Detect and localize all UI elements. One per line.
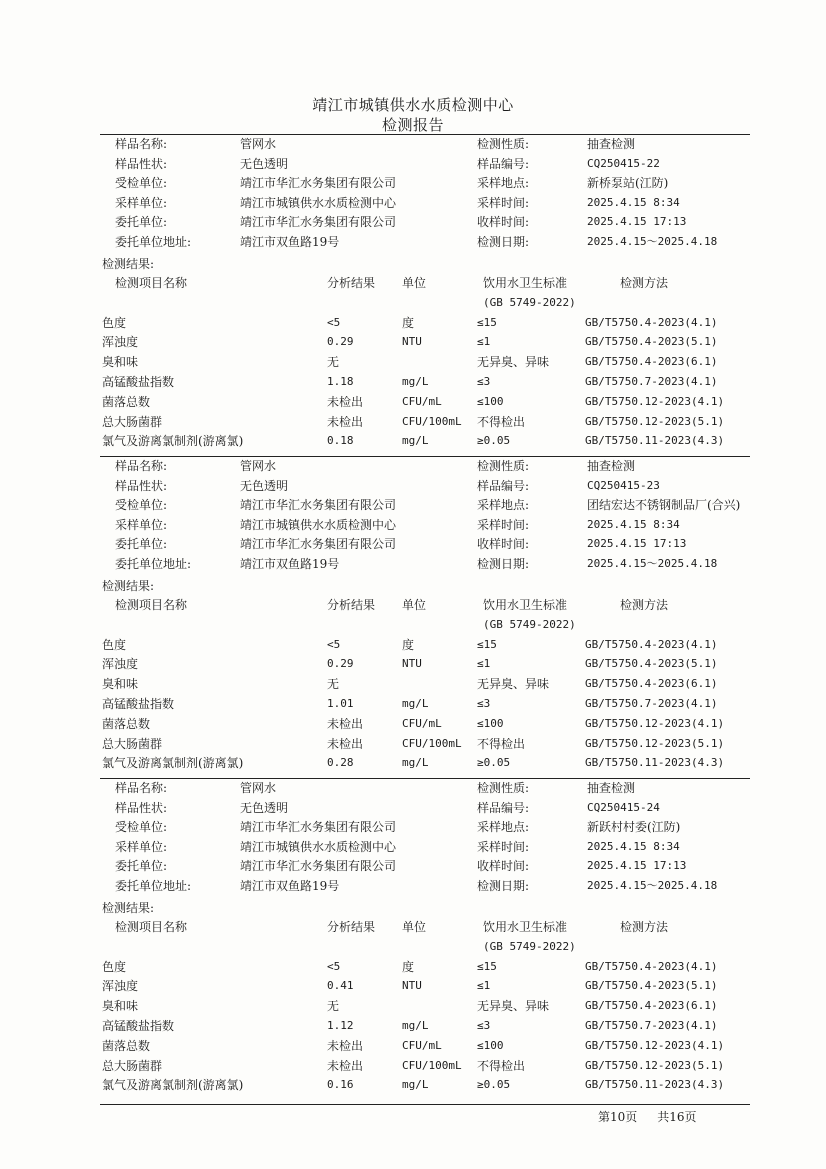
info-value: 靖江市双鱼路19号 <box>240 235 340 249</box>
info-value: CQ250415-22 <box>587 156 660 170</box>
table-row <box>0 638 826 658</box>
info-row <box>0 498 826 518</box>
cell-result: 1.18 <box>327 375 354 388</box>
cell-unit: CFU/mL <box>402 394 442 408</box>
info-value: 管网水 <box>240 137 277 151</box>
info-label: 委托单位: <box>115 215 168 230</box>
info-label: 样品性状: <box>115 800 168 815</box>
info-label: 采样地点: <box>477 820 530 835</box>
cell-result: 0.28 <box>327 756 354 770</box>
cell-method: GB/T5750.4-2023(5.1) <box>585 657 718 671</box>
info-label: 采样地点: <box>477 176 530 191</box>
info-label: 样品编号: <box>477 156 530 171</box>
cell-result: 0.29 <box>327 657 354 671</box>
info-label: 检测日期: <box>477 235 530 249</box>
cell-unit: mg/L <box>402 1078 429 1092</box>
column-header-result: 分析结果 <box>327 919 376 934</box>
cell-unit: 度 <box>402 959 415 974</box>
info-label: 采样单位: <box>115 195 168 210</box>
info-row <box>0 157 826 177</box>
info-label: 委托单位地址: <box>115 879 192 893</box>
info-value: 新桥泵站(江防) <box>587 176 669 191</box>
cell-standard: 无异臭、异味 <box>477 355 550 370</box>
table-row <box>0 1059 826 1079</box>
cell-standard: 不得检出 <box>477 736 526 751</box>
info-value: 靖江市华汇水务集团有限公司 <box>240 498 397 513</box>
info-row <box>0 518 826 538</box>
cell-method: GB/T5750.4-2023(4.1) <box>585 315 718 329</box>
info-label: 样品编号: <box>477 800 530 815</box>
info-value: 靖江市城镇供水水质检测中心 <box>240 517 397 532</box>
cell-standard: ≥0.05 <box>477 756 511 770</box>
info-label: 委托单位地址: <box>115 235 192 249</box>
cell-unit: NTU <box>402 657 422 671</box>
cell-standard: ≤15 <box>477 315 497 329</box>
info-label: 样品性状: <box>115 156 168 171</box>
info-label: 收样时间: <box>477 859 530 874</box>
info-label: 样品名称: <box>115 137 168 151</box>
column-header-standard: 饮用水卫生标准 <box>483 597 568 612</box>
info-row <box>0 820 826 840</box>
cell-item: 菌落总数 <box>102 1038 151 1053</box>
info-label: 受检单位: <box>115 820 168 835</box>
table-row <box>0 335 826 355</box>
column-header-result: 分析结果 <box>327 597 376 612</box>
column-header-unit: 单位 <box>402 597 427 612</box>
info-label: 采样单位: <box>115 839 168 854</box>
column-header-unit: 单位 <box>402 919 427 934</box>
results-label: 检测结果: <box>102 256 155 271</box>
cell-item: 色度 <box>102 315 127 330</box>
info-label: 委托单位: <box>115 537 168 552</box>
info-label: 样品编号: <box>477 478 530 493</box>
info-label: 样品名称: <box>115 459 168 473</box>
cell-standard: ≤15 <box>477 959 497 973</box>
column-header-item: 检测项目名称 <box>115 919 188 934</box>
info-value: 2025.4.15 17:13 <box>587 215 687 229</box>
cell-method: GB/T5750.12-2023(4.1) <box>585 1038 725 1052</box>
info-value: 2025.4.15～2025.4.18 <box>587 557 718 570</box>
info-row <box>0 235 826 255</box>
table-row <box>0 1019 826 1039</box>
cell-method: GB/T5750.4-2023(5.1) <box>585 979 718 993</box>
info-value: 2025.4.15～2025.4.18 <box>587 879 718 892</box>
info-value: 抽查检测 <box>587 781 636 795</box>
cell-method: GB/T5750.4-2023(6.1) <box>585 355 718 369</box>
cell-unit: NTU <box>402 335 422 349</box>
cell-unit: 度 <box>402 315 415 330</box>
info-label: 采样地点: <box>477 498 530 513</box>
cell-result: 0.29 <box>327 335 354 349</box>
cell-unit: NTU <box>402 979 422 993</box>
page-number: 第10页 <box>598 1110 638 1124</box>
info-value: 无色透明 <box>240 800 289 815</box>
cell-standard: ≤1 <box>477 979 491 993</box>
table-row <box>0 717 826 737</box>
results-label: 检测结果: <box>102 578 155 593</box>
info-value: 2025.4.15 8:34 <box>587 839 680 853</box>
info-label: 检测日期: <box>477 879 530 893</box>
column-header-item: 检测项目名称 <box>115 275 188 290</box>
table-row <box>0 756 826 776</box>
cell-item: 浑浊度 <box>102 335 139 350</box>
cell-result: 未检出 <box>327 394 364 409</box>
info-label: 收样时间: <box>477 215 530 230</box>
cell-standard: 无异臭、异味 <box>477 677 550 692</box>
info-value: 靖江市双鱼路19号 <box>240 879 340 893</box>
info-label: 采样单位: <box>115 517 168 532</box>
cell-result: 无 <box>327 355 340 370</box>
section-divider <box>100 456 750 457</box>
cell-item: 菌落总数 <box>102 394 151 409</box>
cell-unit: CFU/mL <box>402 716 442 730</box>
cell-unit: mg/L <box>402 756 429 770</box>
column-header-standard: 饮用水卫生标准 <box>483 919 568 934</box>
info-value: CQ250415-24 <box>587 800 660 814</box>
column-header-method: 检测方法 <box>620 919 669 934</box>
info-value: 2025.4.15 8:34 <box>587 195 680 209</box>
cell-result: 未检出 <box>327 414 364 429</box>
cell-method: GB/T5750.7-2023(4.1) <box>585 375 718 388</box>
table-row <box>0 395 826 415</box>
cell-standard: ≤1 <box>477 657 491 671</box>
info-row <box>0 537 826 557</box>
column-header-item: 检测项目名称 <box>115 597 188 612</box>
info-value: 新跃村村委(江防) <box>587 820 681 835</box>
cell-method: GB/T5750.4-2023(6.1) <box>585 999 718 1013</box>
cell-result: 0.16 <box>327 1078 354 1092</box>
cell-unit: mg/L <box>402 1019 429 1032</box>
cell-item: 色度 <box>102 637 127 652</box>
cell-standard: ≤15 <box>477 637 497 651</box>
info-label: 检测日期: <box>477 557 530 571</box>
results-label: 检测结果: <box>102 900 155 915</box>
cell-standard: ≤100 <box>477 394 504 408</box>
cell-method: GB/T5750.12-2023(4.1) <box>585 716 725 730</box>
info-value: 2025.4.15～2025.4.18 <box>587 235 718 248</box>
cell-standard: 不得检出 <box>477 1058 526 1073</box>
column-header-standard-code: (GB 5749-2022) <box>483 617 576 631</box>
cell-method: GB/T5750.12-2023(4.1) <box>585 394 725 408</box>
cell-result: 1.12 <box>327 1019 354 1032</box>
cell-standard: ≤3 <box>477 697 491 710</box>
info-value: 靖江市华汇水务集团有限公司 <box>240 820 397 835</box>
table-row <box>0 355 826 375</box>
cell-unit: mg/L <box>402 434 429 448</box>
info-row <box>0 879 826 899</box>
cell-method: GB/T5750.12-2023(5.1) <box>585 414 725 428</box>
info-row <box>0 196 826 216</box>
page-total: 共16页 <box>657 1110 697 1124</box>
cell-unit: CFU/mL <box>402 1038 442 1052</box>
table-row <box>0 999 826 1019</box>
cell-standard: ≤3 <box>477 375 491 388</box>
table-row <box>0 697 826 717</box>
table-row <box>0 979 826 999</box>
info-row <box>0 840 826 860</box>
cell-item: 臭和味 <box>102 355 139 370</box>
cell-result: 无 <box>327 999 340 1014</box>
cell-method: GB/T5750.11-2023(4.3) <box>585 434 725 448</box>
cell-item: 菌落总数 <box>102 716 151 731</box>
info-value: CQ250415-23 <box>587 478 660 492</box>
info-value: 2025.4.15 17:13 <box>587 859 687 873</box>
info-label: 采样时间: <box>477 195 530 210</box>
info-row <box>0 801 826 821</box>
section-divider <box>100 134 750 135</box>
cell-unit: mg/L <box>402 697 429 710</box>
column-header-standard: 饮用水卫生标准 <box>483 275 568 290</box>
column-header-result: 分析结果 <box>327 275 376 290</box>
info-row <box>0 479 826 499</box>
cell-method: GB/T5750.11-2023(4.3) <box>585 756 725 770</box>
cell-method: GB/T5750.7-2023(4.1) <box>585 697 718 710</box>
table-row <box>0 415 826 435</box>
cell-unit: CFU/100mL <box>402 1058 462 1072</box>
cell-standard: ≤1 <box>477 335 491 349</box>
info-value: 抽查检测 <box>587 459 636 473</box>
info-value: 靖江市城镇供水水质检测中心 <box>240 195 397 210</box>
table-row <box>0 677 826 697</box>
cell-method: GB/T5750.4-2023(6.1) <box>585 677 718 691</box>
cell-method: GB/T5750.11-2023(4.3) <box>585 1078 725 1092</box>
cell-result: 未检出 <box>327 736 364 751</box>
info-value: 靖江市华汇水务集团有限公司 <box>240 859 397 874</box>
cell-method: GB/T5750.4-2023(4.1) <box>585 959 718 973</box>
cell-item: 高锰酸盐指数 <box>102 697 175 711</box>
cell-item: 氯气及游离氯制剂(游离氯) <box>102 756 244 771</box>
cell-result: <5 <box>327 637 341 651</box>
cell-item: 氯气及游离氯制剂(游离氯) <box>102 434 244 449</box>
cell-method: GB/T5750.12-2023(5.1) <box>585 736 725 750</box>
info-row <box>0 859 826 879</box>
cell-item: 高锰酸盐指数 <box>102 1019 175 1033</box>
cell-item: 臭和味 <box>102 999 139 1014</box>
cell-result: 未检出 <box>327 1058 364 1073</box>
cell-result: 未检出 <box>327 1038 364 1053</box>
page-title: 靖江市城镇供水水质检测中心 <box>312 96 514 114</box>
column-header-method: 检测方法 <box>620 597 669 612</box>
info-label: 样品性状: <box>115 478 168 493</box>
info-row <box>0 215 826 235</box>
cell-item: 臭和味 <box>102 677 139 692</box>
page-subtitle: 检测报告 <box>381 116 444 134</box>
table-row <box>0 316 826 336</box>
cell-result: 0.41 <box>327 979 354 993</box>
info-value: 2025.4.15 17:13 <box>587 537 687 551</box>
info-value: 管网水 <box>240 459 277 473</box>
cell-unit: mg/L <box>402 375 429 388</box>
column-header-method: 检测方法 <box>620 275 669 290</box>
column-header-unit: 单位 <box>402 275 427 290</box>
info-value: 管网水 <box>240 781 277 795</box>
info-row <box>0 176 826 196</box>
cell-result: 无 <box>327 677 340 692</box>
cell-standard: 不得检出 <box>477 414 526 429</box>
section-divider <box>100 778 750 779</box>
info-value: 靖江市华汇水务集团有限公司 <box>240 537 397 552</box>
cell-standard: ≥0.05 <box>477 1078 511 1092</box>
column-header-standard-code: (GB 5749-2022) <box>483 295 576 309</box>
cell-method: GB/T5750.12-2023(5.1) <box>585 1058 725 1072</box>
cell-item: 浑浊度 <box>102 979 139 994</box>
info-row <box>0 137 826 157</box>
info-label: 收样时间: <box>477 537 530 552</box>
table-row <box>0 1078 826 1098</box>
info-value: 靖江市城镇供水水质检测中心 <box>240 839 397 854</box>
cell-result: <5 <box>327 315 341 329</box>
info-label: 检测性质: <box>477 137 530 151</box>
cell-unit: CFU/100mL <box>402 736 462 750</box>
cell-item: 总大肠菌群 <box>102 414 163 429</box>
cell-standard: ≤100 <box>477 716 504 730</box>
info-value: 靖江市华汇水务集团有限公司 <box>240 215 397 230</box>
info-label: 委托单位: <box>115 859 168 874</box>
cell-result: 未检出 <box>327 716 364 731</box>
info-value: 抽查检测 <box>587 137 636 151</box>
cell-standard: ≥0.05 <box>477 434 511 448</box>
column-header-standard-code: (GB 5749-2022) <box>483 939 576 953</box>
cell-method: GB/T5750.7-2023(4.1) <box>585 1019 718 1032</box>
cell-item: 色度 <box>102 959 127 974</box>
cell-result: 0.18 <box>327 434 354 448</box>
page-footer <box>598 1108 717 1125</box>
cell-standard: 无异臭、异味 <box>477 999 550 1014</box>
info-label: 受检单位: <box>115 498 168 513</box>
cell-item: 浑浊度 <box>102 657 139 672</box>
table-row <box>0 657 826 677</box>
info-row <box>0 459 826 479</box>
table-row <box>0 375 826 395</box>
info-row <box>0 557 826 577</box>
info-label: 检测性质: <box>477 459 530 473</box>
section-divider <box>100 1104 750 1105</box>
cell-result: <5 <box>327 959 341 973</box>
table-row <box>0 737 826 757</box>
info-label: 样品名称: <box>115 781 168 795</box>
cell-method: GB/T5750.4-2023(4.1) <box>585 637 718 651</box>
cell-item: 高锰酸盐指数 <box>102 375 175 389</box>
cell-item: 氯气及游离氯制剂(游离氯) <box>102 1078 244 1093</box>
info-label: 受检单位: <box>115 176 168 191</box>
cell-result: 1.01 <box>327 697 354 710</box>
info-value: 团结宏达不锈钢制品厂(合兴) <box>587 498 741 513</box>
info-label: 采样时间: <box>477 839 530 854</box>
info-value: 无色透明 <box>240 156 289 171</box>
info-row <box>0 781 826 801</box>
info-value: 靖江市华汇水务集团有限公司 <box>240 176 397 191</box>
info-value: 靖江市双鱼路19号 <box>240 557 340 571</box>
cell-item: 总大肠菌群 <box>102 1058 163 1073</box>
cell-standard: ≤3 <box>477 1019 491 1032</box>
table-row <box>0 1039 826 1059</box>
cell-unit: CFU/100mL <box>402 414 462 428</box>
info-label: 检测性质: <box>477 781 530 795</box>
info-label: 采样时间: <box>477 517 530 532</box>
info-value: 2025.4.15 8:34 <box>587 517 680 531</box>
cell-unit: 度 <box>402 637 415 652</box>
cell-method: GB/T5750.4-2023(5.1) <box>585 335 718 349</box>
table-row <box>0 960 826 980</box>
cell-item: 总大肠菌群 <box>102 736 163 751</box>
table-row <box>0 434 826 454</box>
info-label: 委托单位地址: <box>115 557 192 571</box>
cell-standard: ≤100 <box>477 1038 504 1052</box>
info-value: 无色透明 <box>240 478 289 493</box>
